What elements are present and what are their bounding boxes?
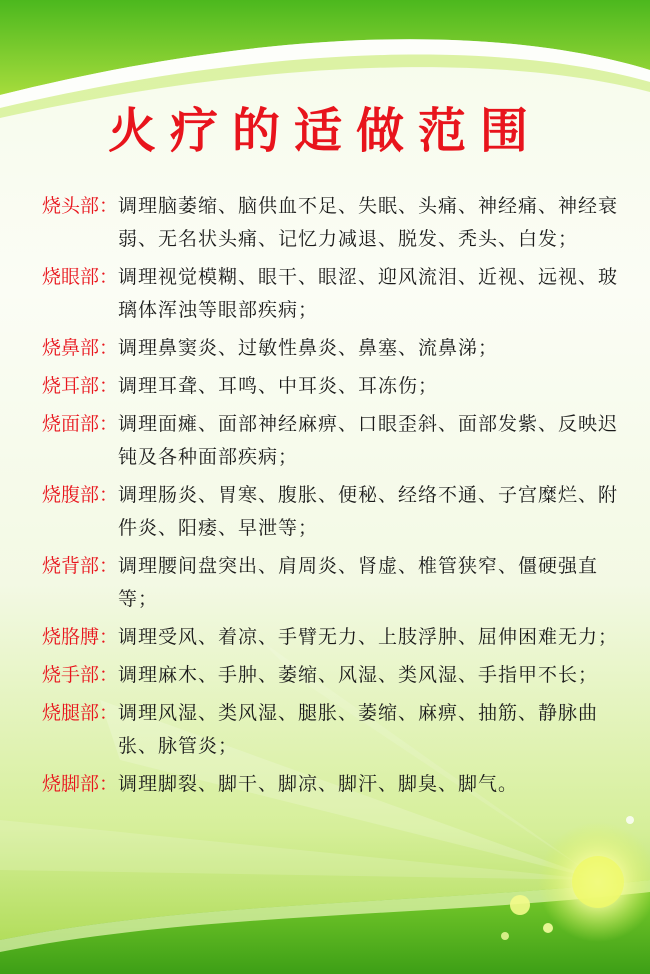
item-label: 烧眼部：: [42, 266, 119, 288]
item-text: 调理面瘫、面部神经麻痹、口眼歪斜、面部发紫、反映迟钝及各种面部疾病；: [118, 413, 619, 468]
item-text: 调理视觉模糊、眼干、眼涩、迎风流泪、近视、远视、玻璃体浑浊等眼部疾病；: [118, 266, 619, 321]
list-item: [42, 621, 632, 654]
list-item: [42, 479, 632, 545]
item-text: 调理麻木、手肿、萎缩、风湿、类风湿、手指甲不长；: [118, 664, 599, 686]
list-item: [42, 370, 632, 403]
item-text: 调理脚裂、脚干、脚凉、脚汗、脚臭、脚气。: [118, 773, 519, 795]
item-label: 烧面部：: [42, 413, 119, 435]
item-label: 烧鼻部：: [42, 337, 119, 359]
list-item: [42, 550, 632, 616]
item-text: 调理风湿、类风湿、腿胀、萎缩、麻痹、抽筋、静脉曲张、脉管炎；: [118, 702, 599, 757]
item-text: 调理脑萎缩、脑供血不足、失眠、头痛、神经痛、神经衰弱、无名状头痛、记忆力减退、脱发、秃头、白发；: [118, 195, 619, 250]
item-text: 调理鼻窦炎、过敏性鼻炎、鼻塞、流鼻涕；: [118, 337, 499, 359]
list-item: [42, 659, 632, 692]
item-label: 烧背部：: [42, 555, 119, 577]
item-label: 烧腹部：: [42, 484, 119, 506]
item-label: 烧耳部：: [42, 375, 119, 397]
list-item: [42, 190, 632, 256]
item-label: 烧腿部：: [42, 702, 119, 724]
treatment-list: [42, 190, 632, 806]
item-label: 烧脚部：: [42, 773, 119, 795]
item-label: 烧头部：: [42, 195, 119, 217]
list-item: [42, 408, 632, 474]
list-item: [42, 261, 632, 327]
item-label: 烧胳膊：: [42, 626, 119, 648]
item-text: 调理耳聋、耳鸣、中耳炎、耳冻伤；: [118, 375, 439, 397]
item-text: 调理肠炎、胃寒、腹胀、便秘、经络不通、子宫糜烂、附件炎、阳痿、早泄等；: [118, 484, 619, 539]
item-label: 烧手部：: [42, 664, 119, 686]
list-item: [42, 768, 632, 801]
list-item: [42, 697, 632, 763]
item-text: 调理腰间盘突出、肩周炎、肾虚、椎管狭窄、僵硬强直等；: [118, 555, 599, 610]
list-item: [42, 332, 632, 365]
item-text: 调理受风、着凉、手臂无力、上肢浮肿、屈伸困难无力；: [118, 626, 619, 648]
page-title: 火疗的适做范围: [107, 103, 542, 159]
